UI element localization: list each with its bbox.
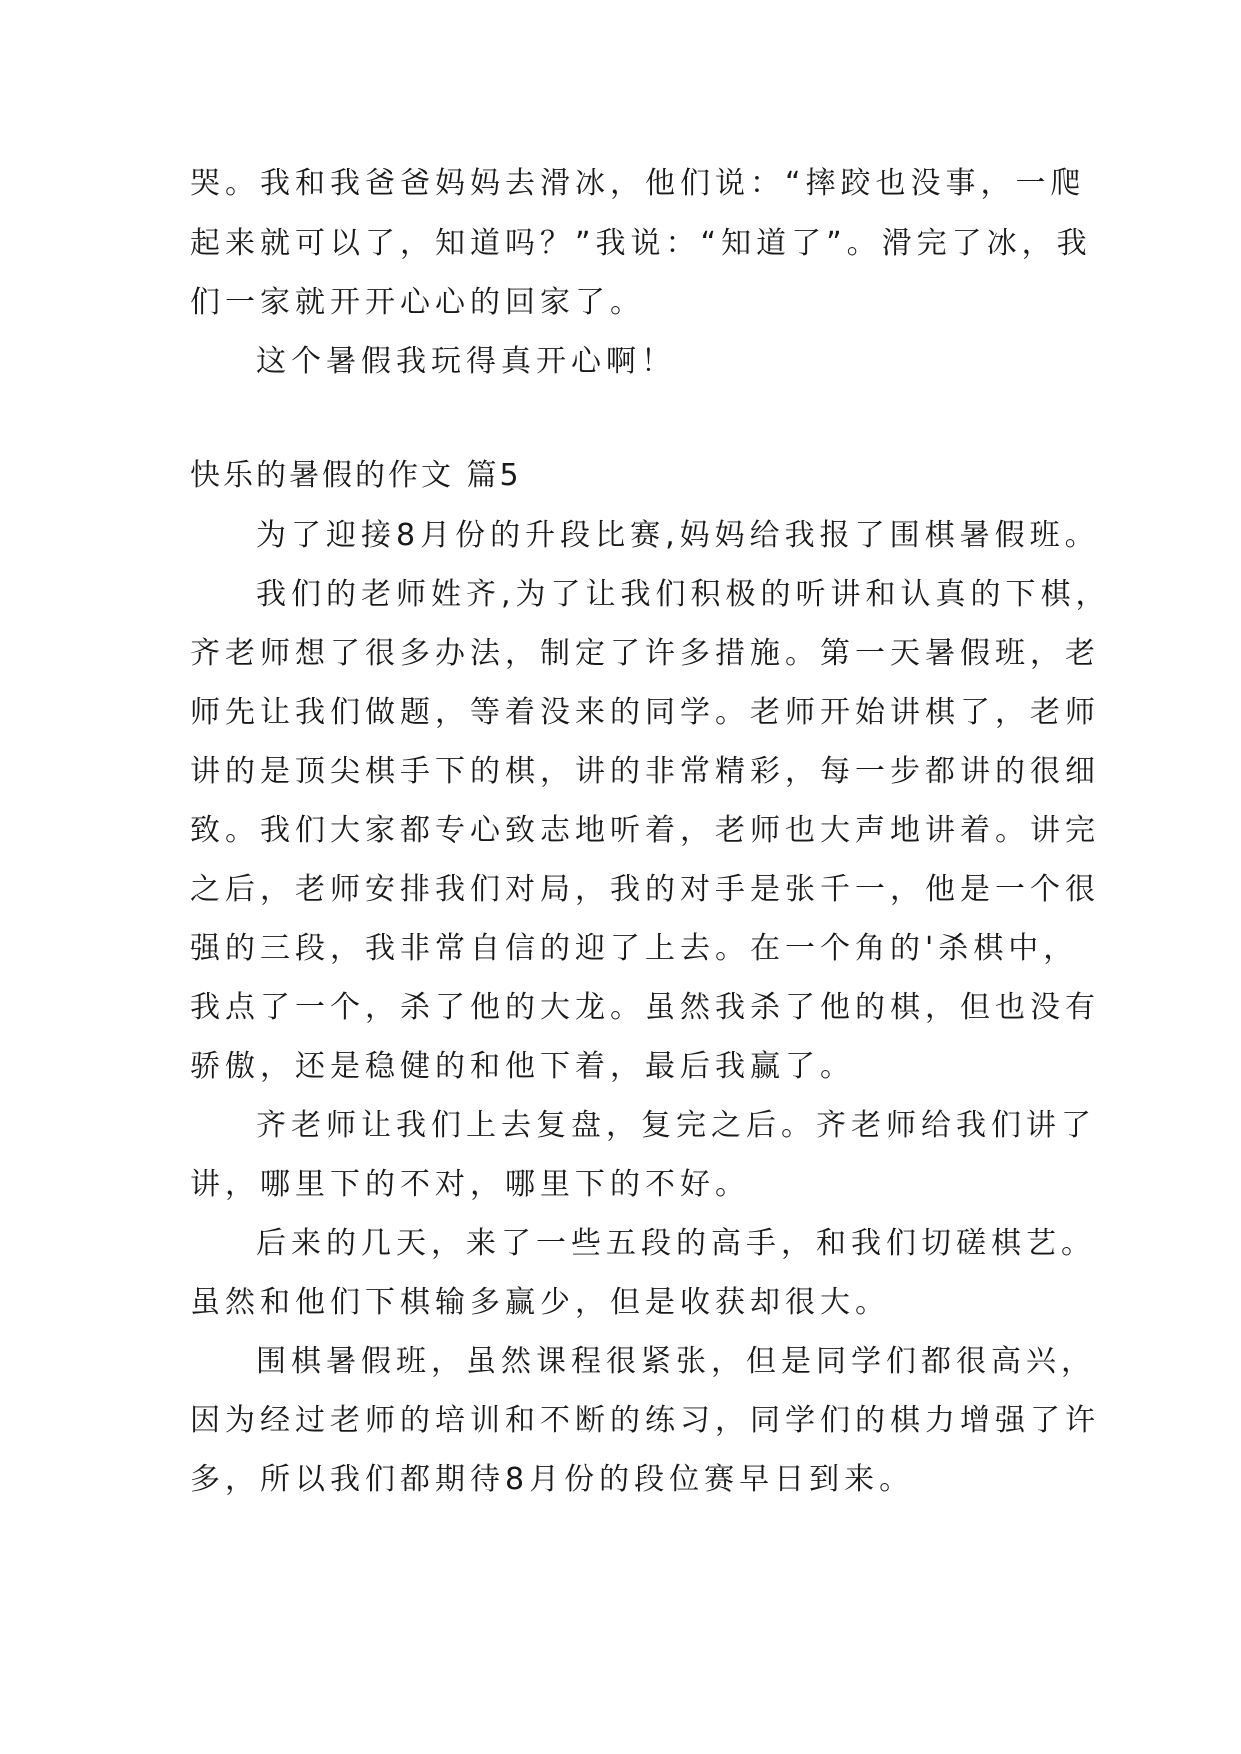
paragraph-line: 我点了一个，杀了他的大龙。虽然我杀了他的棋，但也没有 (190, 990, 1100, 1025)
paragraph-line: 齐老师让我们上去复盘，复完之后。齐老师给我们讲了 (256, 1108, 1096, 1143)
paragraph-line: 多，所以我们都期待8月份的段位赛早日到来。 (190, 1462, 915, 1497)
paragraph-line: 骄傲，还是稳健的和他下着，最后我赢了。 (190, 1049, 855, 1084)
paragraph-line: 师先让我们做题，等着没来的同学。老师开始讲棋了，老师 (190, 695, 1100, 730)
paragraph-line: 致。我们大家都专心致志地听着，老师也大声地讲着。讲完 (190, 813, 1100, 848)
paragraph-line: 因为经过老师的培训和不断的练习，同学们的棋力增强了许 (190, 1403, 1100, 1438)
paragraph-line: 哭。我和我爸爸妈妈去滑冰，他们说：“摔跤也没事，一爬 (190, 166, 1086, 201)
paragraph-line: 讲的是顶尖棋手下的棋，讲的非常精彩，每一步都讲的很细 (190, 754, 1100, 789)
paragraph-line: 我们的老师姓齐,为了让我们积极的听讲和认真的下棋， (256, 577, 1111, 612)
section-heading: 快乐的暑假的作文 篇5 (190, 458, 522, 493)
paragraph-line: 后来的几天，来了一些五段的高手，和我们切磋棋艺。 (256, 1226, 1096, 1261)
paragraph-line: 虽然和他们下棋输多赢少，但是收获却很大。 (190, 1285, 890, 1320)
paragraph-line: 们一家就开开心心的回家了。 (190, 285, 645, 320)
paragraph-line: 为了迎接8月份的升段比赛,妈妈给我报了围棋暑假班。 (256, 518, 1100, 553)
paragraph-line: 这个暑假我玩得真开心啊！ (256, 344, 676, 379)
paragraph-line: 齐老师想了很多办法，制定了许多措施。第一天暑假班，老 (190, 636, 1100, 671)
paragraph-line: 强的三段，我非常自信的迎了上去。在一个角的'杀棋中， (190, 931, 1079, 966)
paragraph-line: 讲，哪里下的不对，哪里下的不好。 (190, 1167, 750, 1202)
paragraph-line: 之后，老师安排我们对局，我的对手是张千一，他是一个很 (190, 872, 1100, 907)
paragraph-line: 起来就可以了，知道吗？”我说：“知道了”。滑完了冰，我 (190, 226, 1092, 261)
paragraph-line: 围棋暑假班，虽然课程很紧张，但是同学们都很高兴， (256, 1344, 1096, 1379)
